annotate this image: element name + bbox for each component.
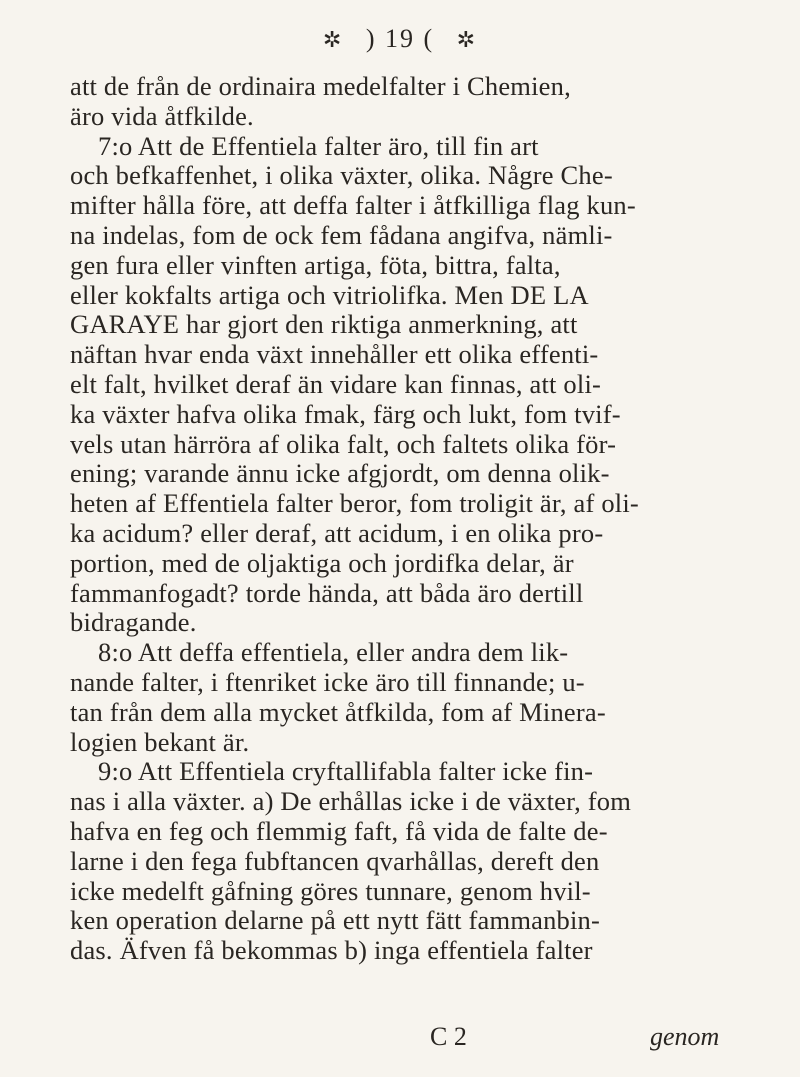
text-line: mifter hålla före, att deffa falter i åtfkilliga flag kun- [70,191,636,221]
text-line: GARAYE har gjort den riktiga anmerkning, att [70,310,578,340]
text-line: icke medelft gåfning göres tunnare, genom hvil- [70,876,591,906]
text-line: elt falt, hvilket deraf än vidare kan finnas, att oli- [70,369,602,399]
ornament-right-icon: ✲ [456,27,478,52]
signature-mark: C 2 [430,1022,467,1051]
text-line: bidragande. [70,608,197,638]
text-line: 9:o Att Effentiela cryftallifabla falter icke fin- [98,757,594,787]
text-line: 8:o Att deffa effentiela, eller andra dem lik- [98,638,569,668]
page-number: ) 19 ( [365,24,435,53]
text-line: ka växter hafva olika fmak, färg och lukt, fom tvif- [70,399,621,429]
text-line: na indelas, fom de ock fem fådana angifva, nämli- [70,220,613,250]
catchword: genom [650,1022,720,1051]
body-text [70,72,770,966]
text-line: heten af Effentiela falter beror, fom troligit är, af oli- [70,489,639,519]
text-line: vels utan härröra af olika falt, och faltets olika för- [70,429,617,459]
text-line: nande falter, i ftenriket icke äro till finnande; u- [70,667,585,697]
text-line: att de från de ordinaira medelfalter i Chemien, [70,72,571,101]
text-line: eller kokfalts artiga och vitriolifka. Men DE LA [70,280,589,310]
text-line: fammanfogadt? torde hända, att båda äro dertill [70,578,584,608]
text-line: hafva en feg och flemmig faft, få vida de falte de- [70,816,608,846]
text-line: tan från dem alla mycket åtfkilda, fom af Minera- [70,697,606,727]
ornament-left-icon: ✲ [322,27,344,52]
text-line: nas i alla växter. a) De erhållas icke i de växter, fom [70,787,632,817]
page-header [0,24,800,54]
text-line: larne i den fega fubftancen qvarhållas, dereft den [70,846,600,876]
text-line: ken operation delarne på ett nytt fätt fammanbin- [70,906,601,936]
text-line: äro vida åtfkilde. [70,101,254,131]
text-line: gen fura eller vinften artiga, föta, bittra, falta, [70,250,561,280]
text-line: portion, med de oljaktiga och jordifka delar, är [70,548,574,578]
text-line: das. Äfven få bekommas b) inga effentiela falter [70,936,593,966]
page-footer [0,1022,800,1052]
text-line: ening; varande ännu icke afgjordt, om denna olik- [70,459,610,489]
text-line: och befkaffenhet, i olika växter, olika. Någre Che- [70,161,613,191]
text-line: näftan hvar enda växt innehåller ett olika effenti- [70,340,599,370]
text-line: 7:o Att de Effentiela falter äro, till fin art [98,131,539,161]
text-line: logien bekant är. [70,727,250,757]
text-line: ka acidum? eller deraf, att acidum, i en olika pro- [70,518,604,548]
